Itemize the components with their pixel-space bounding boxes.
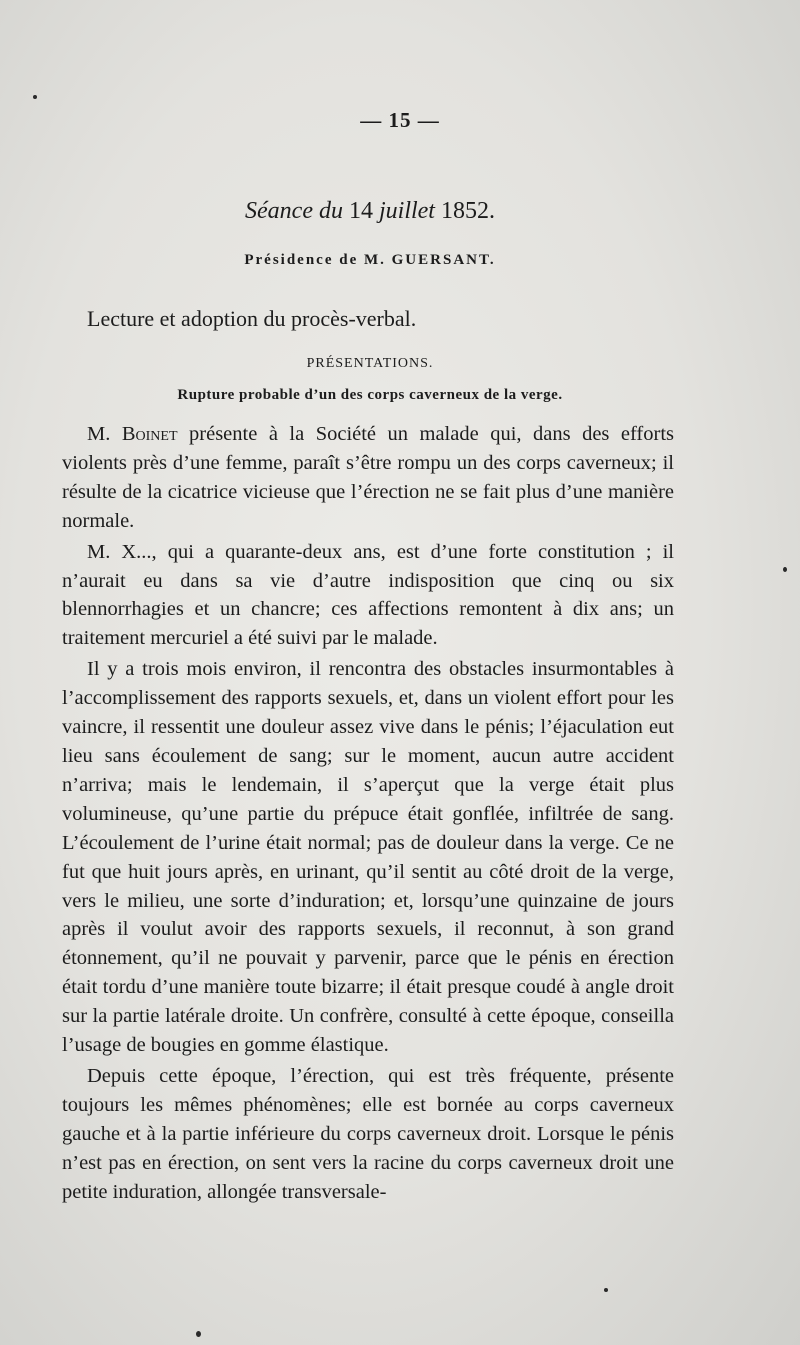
- paragraph: [62, 420, 674, 536]
- ink-speck: [783, 567, 787, 572]
- session-prefix: Séance du: [245, 198, 343, 224]
- paragraph-lead: M.: [87, 423, 111, 445]
- presidency-line: Présidence de M. GUERSANT.: [244, 252, 496, 268]
- ink-speck: [604, 1288, 608, 1292]
- minutes-line: Lecture et adoption du procès-verbal.: [87, 306, 417, 331]
- body-text: [62, 420, 674, 1206]
- paragraph: Depuis cette époque, l’érection, qui est très fréquente, présente toujours les mêmes phénomènes; elle est bornée au corps caverneux gauche et à la partie inférieure du corps caverneux droit. Lorsque le pénis n’est pas en érection, on sent vers la racine du corps caverneux droit une petite induration, allongée transversale-: [62, 1064, 674, 1203]
- paragraph: Il y a trois mois environ, il rencontra des obstacles insurmontables à l’accomplissement des rapports sexuels, et, dans un violent effort pour les vaincre, il ressentit une douleur assez vive dans le pénis; l’éjaculation eut lieu sans écoulement de sang; sur le moment, aucun autre accident n’arriva; mais le lendemain, il s’aperçut que la verge était plus volumineuse, qu’une partie du prépuce était gonflée, infiltrée de sang. L’écoulement de l’urine était normal; pas de douleur dans la verge. Ce ne fut que huit jours après, en urinant, qu’il sentit au côté droit de la verge, vers le milieu, une sorte d’induration; et, lorsqu’une quinzaine de jours après il voulut avoir des rapports sexuels, il reconnut, à son grand étonnement, qu’il ne pouvait y parvenir, parce que le pénis en érection était tordu d’une manière toute bizarre; il était presque coudé à angle droit sur la partie latérale droite. Un confrère, consulté à cette époque, conseilla l’usage de bougies en gomme élastique.: [62, 658, 674, 1057]
- ink-speck: [33, 95, 37, 99]
- session-day: 14: [348, 198, 373, 224]
- paragraph-text: présente à la Société un malade qui, dans des efforts violents près d’une femme, paraît s’être rompu un des corps caverneux; il résulte de la cicatrice vicieuse que l’érection ne se fait plus d’une manière normale.: [62, 423, 675, 532]
- session-year: 1852.: [440, 198, 495, 224]
- person-name: Boinet: [121, 423, 178, 445]
- section-heading: PRÉSENTATIONS.: [306, 356, 434, 371]
- ink-speck: [196, 1331, 201, 1337]
- subject-heading: Rupture probable d’un des corps caverneux de la verge.: [177, 387, 563, 403]
- session-month: juillet: [378, 198, 435, 224]
- page-number: — 15 —: [360, 108, 440, 132]
- session-heading: [0, 198, 740, 225]
- paragraph: M. X..., qui a quarante-deux ans, est d’une forte constitution ; il n’aurait eu dans sa vie d’autre indisposition que cinq ou six blennorrhagies et un chancre; ces affections remontent à dix ans; un traitement mercuriel a été suivi par le malade.: [62, 540, 674, 650]
